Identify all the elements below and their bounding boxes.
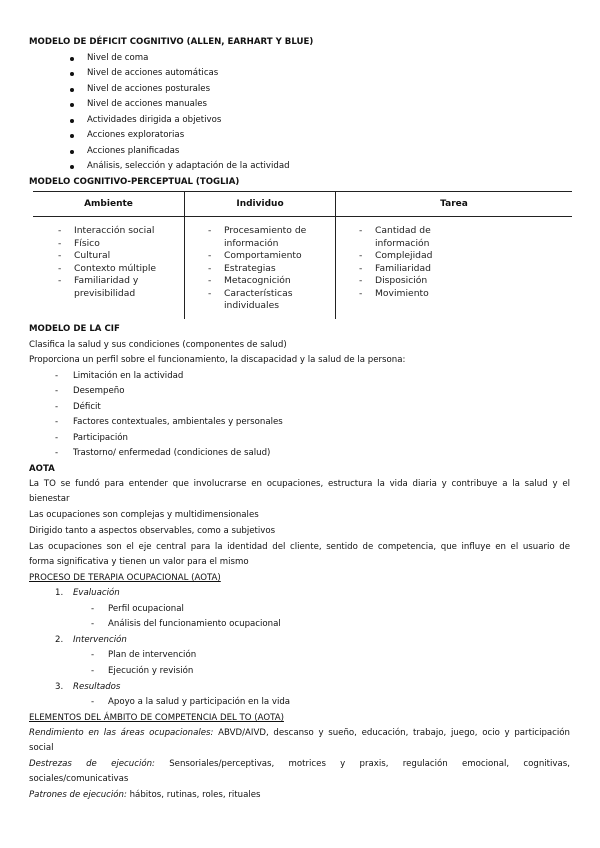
list-item: Apoyo a la salud y participación en la vida [108,697,291,707]
list-item: previsibilidad [74,287,136,299]
list-item: Cultural [74,250,111,261]
dash-icon: - [55,433,59,443]
list-item: Limitación en la actividad [73,371,184,381]
aota-paragraph: Las ocupaciones son el eje central para la identidad del cliente, sentido de competencia, que influye en el usuario de [29,542,570,552]
dash-icon: - [91,604,95,614]
rendimiento-label: Rendimiento en las áreas ocupacionales: [29,728,214,738]
list-item: información [224,237,279,249]
dash-icon: - [55,371,59,381]
list-item: Contexto múltiple [74,262,157,274]
bullet-icon [70,103,74,107]
individuo-cell: - Procesamiento de información - Comportamiento - Estrategias - Metacognición - Características individuales [208,225,307,311]
bullet-icon [70,165,74,169]
list-item: Nivel de coma [87,53,149,63]
list-item: Cantidad de [375,225,431,236]
list-item: Desempeño [73,386,125,396]
list-item: Factores contextuales, ambientales y personales [73,417,283,427]
dash-icon: - [55,386,59,396]
rendimiento-text-cont: social [29,743,54,753]
list-item: Análisis del funcionamiento ocupacional [108,619,281,629]
header-tarea: Tarea [440,199,468,209]
step-number: 1. [55,588,64,598]
step-number: 3. [55,682,64,692]
step-label: Intervención [73,635,127,645]
list-item: Familiaridad [375,262,431,274]
aota-title: AOTA [29,464,55,474]
table-column-divider [184,191,185,319]
dash-icon: - [91,619,95,629]
patrones-label: Patrones de ejecución: [29,790,127,800]
bullet-icon [70,134,74,138]
aota-paragraph: forma significativa y tienen un valor para el mismo [29,557,249,567]
dash-icon: - [91,650,95,660]
bullet-icon [70,150,74,154]
list-item: Interacción social [74,225,155,236]
list-item: Perfil ocupacional [108,604,184,614]
bullet-icon [70,119,74,123]
dash-icon: - [91,697,95,707]
process-title: PROCESO DE TERAPIA OCUPACIONAL (AOTA) [29,573,221,583]
list-item: Plan de intervención [108,650,197,660]
list-item: Comportamiento [224,250,302,261]
table-top-border [33,191,572,192]
list-item: Familiaridad y [74,275,139,286]
table-header-border [33,216,572,217]
list-item: Físico [74,237,100,249]
cif-title: MODELO DE LA CIF [29,324,120,334]
bullet-icon [70,57,74,61]
list-item: Nivel de acciones posturales [87,84,211,94]
list-item: Déficit [73,402,101,412]
bullet-icon [70,72,74,76]
list-item: Movimiento [375,287,429,299]
list-item: Metacognición [224,275,291,286]
destrezas-line [29,759,570,770]
list-item: Actividades dirigida a objetivos [87,115,222,125]
step-label: Resultados [73,682,121,692]
tarea-cell: - Cantidad de información - Complejidad - Familiaridad - Disposición - Movimiento [359,225,433,299]
cif-line: Proporciona un perfil sobre el funcionamiento, la discapacidad y la salud de la persona: [29,355,406,365]
list-item: Acciones exploratorias [87,130,185,140]
destrezas-text: Sensoriales/perceptivas, motrices y praxis, regulación emocional, cognitivas, [169,759,570,769]
elements-title: ELEMENTOS DEL ÁMBITO DE COMPETENCIA DEL TO (AOTA) [29,713,284,723]
deficit-title: MODELO DE DÉFICIT COGNITIVO (ALLEN, EARHART Y BLUE) [29,37,314,47]
list-item: Acciones planificadas [87,146,180,156]
list-item: Nivel de acciones manuales [87,99,208,109]
list-item: Trastorno/ enfermedad (condiciones de salud) [73,448,271,458]
toglia-title: MODELO COGNITIVO-PERCEPTUAL (TOGLIA) [29,177,240,187]
list-item: Disposición [375,275,428,286]
dash-icon: - [55,417,59,427]
list-item: Procesamiento de [224,225,307,236]
rendimiento-text: ABVD/AIVD, descanso y sueño, educación, trabajo, juego, ocio y participación [218,728,571,738]
list-item: Análisis, selección y adaptación de la actividad [87,161,290,171]
list-item: Nivel de acciones automáticas [87,68,219,78]
aota-paragraph: bienestar [29,494,70,504]
destrezas-label: Destrezas de ejecución: [29,759,155,769]
dash-icon: - [91,666,95,676]
aota-paragraph: La TO se fundó para entender que involucrarse en ocupaciones, estructura la vida diaria y contribuye a la salud y el [29,479,570,489]
header-ambiente: Ambiente [84,199,133,209]
list-item: Ejecución y revisión [108,666,194,676]
aota-paragraph: Dirigido tanto a aspectos observables, como a subjetivos [29,526,276,536]
list-item: Complejidad [375,250,433,261]
list-item: individuales [224,300,280,311]
bullet-icon [70,88,74,92]
list-item: Estrategias [224,262,276,274]
patrones-text: hábitos, rutinas, roles, rituales [129,790,261,800]
aota-paragraph: Las ocupaciones son complejas y multidimensionales [29,510,259,520]
dash-icon: - [55,402,59,412]
cif-line: Clasifica la salud y sus condiciones (componentes de salud) [29,340,287,350]
dash-icon: - [55,448,59,458]
ambiente-cell: - Interacción social - Físico - Cultural - Contexto múltiple - Familiaridad y previsibilidad [58,225,157,299]
destrezas-text-cont: sociales/comunicativas [29,774,129,784]
header-individuo: Individuo [236,199,284,209]
list-item: información [375,237,430,249]
rendimiento-line [29,728,570,739]
toglia-table [33,191,572,319]
patrones-line [29,790,261,801]
step-number: 2. [55,635,64,645]
list-item: Participación [73,433,129,443]
table-column-divider [335,191,336,319]
list-item: Características [224,287,293,299]
step-label: Evaluación [73,588,120,598]
